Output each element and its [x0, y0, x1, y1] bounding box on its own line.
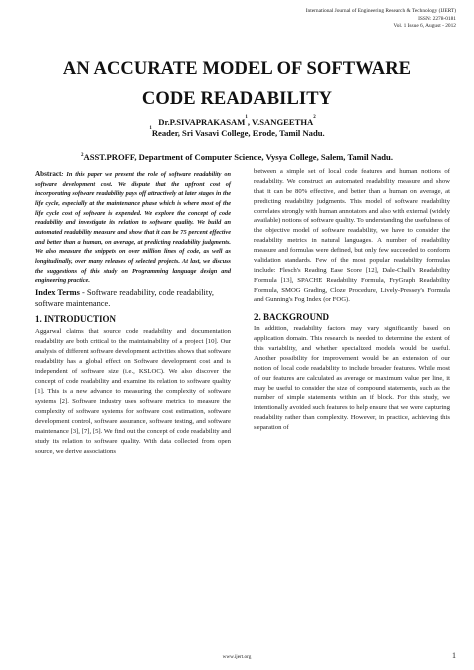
abstract	[35, 170, 231, 286]
author-2-sup: 2	[313, 115, 316, 120]
affiliation-2	[0, 152, 474, 162]
author-1: Dr.P.SIVAPRAKASAM	[158, 117, 246, 127]
paper-title-line-1: AN ACCURATE MODEL OF SOFTWARE	[62, 59, 412, 79]
author-1-sup: 1	[245, 115, 248, 120]
page-number: 1	[452, 651, 456, 660]
introduction-continued-text: between a simple set of local code features and human notions of readability. We construct an automated readability measure and show that it can be 80% effective, and better than a human on average, at predicting readability judgments. This model of software readability correlates strongly with human annotators and also with external (widely available) notions of software quality. To understanding the usefulness of the objective model of software readability, we have to consider the readability metrics in natural languages. A number of readability measure and formulas were defined, but only few succeeded to conform validation standards. Few of the most popular readability formulas include: Flesch's Reading Ease Score [12], Dale-Chall's Readability Formula [13], SPACHE Readability Formula, FryGraph Readability Formula, SMOG Grading, Cloze Procedure, Lively-Pressey's Formula and Gunning's Fog Index (or FOG).	[254, 168, 450, 304]
abstract-text: : In this paper we present the role of software readability on software development cost. We dispute that the upfront cost of incorporating software readability pays off attractively at later stages in the life cycle, especially at the maintenance phase which is where most of the life cycle cost of software is expended. We explore the concept of code readability and investigate its relation to software quality. We build an automated readability measure and show that it can be 75 percent effective and better than a human, on average, at predicting readability judgments. We also measure the snippets on over million lines of code, as well as longitudinally, over many releases of selected projects. At last, we discuss the suggestions of this study on Programming language design and engineering practice.	[35, 171, 231, 285]
right-column	[254, 167, 450, 433]
affiliation-1-sup: 1	[149, 126, 152, 131]
affiliation-2-sup: 2	[81, 153, 84, 159]
background-heading: 2. BACKGROUND	[254, 312, 330, 323]
left-column	[35, 170, 231, 457]
introduction-text: Aggarwal claims that source code readability and documentation readability are both critical to the maintainability of a project [10]. Our analysis of different software development activities shows that software readability has a global effect on Software development cost and is independent of software size (i.e., KSLOC). We also discover the concept of code readability and examine its relation to software quality [1]. This is a new advance to measuring the complexity of software systems [2]. Software industry uses software metrics to measure the complexity of software systems for software cost estimation, software development control, software assurance, software testing, and software maintenance [3], [7], [5]. We find out the concept of code readability and study its relation to software quality. With data collected from open source, we derive associations	[35, 327, 231, 456]
background-text: In addition, readability factors may vary significantly based on application domain. This research is needed to determine the extent of this variability, and whether specialized models would be useful. Another possibility for improvement would be an extension of our notion of local code readability to include broader features. While most of our features are calculated as average or maximum value per line, it may be useful to consider the size of compound statements, such as the number of simple statements within an if block. For this study, we intentionally avoided such features to help ensure that we were capturing readability rather than complexity. However, in practice, achieving this separation of	[254, 325, 450, 431]
introduction-heading: 1. INTRODUCTION	[35, 313, 117, 324]
affiliation-2-text: ASST.PROFF, Department of Computer Science, Vysya College, Salem, Tamil Nadu.	[83, 152, 393, 162]
affiliation-1	[0, 128, 474, 139]
abstract-label: Abstract	[35, 170, 62, 178]
journal-issn: ISSN: 2278-0181	[418, 15, 456, 22]
paper-title-line-2: CODE READABILITY	[141, 89, 333, 109]
journal-header	[306, 8, 456, 31]
affiliation-1-text: Reader, Sri Vasavi College, Erode, Tamil Nadu.	[151, 128, 325, 138]
index-terms	[35, 287, 231, 309]
index-terms-text: - Software readability, code readability, software maintenance.	[35, 287, 214, 308]
journal-volume: Vol. 1 Issue 6, August - 2012	[393, 23, 456, 30]
author-block	[0, 117, 474, 139]
author-2: , V.SANGEETHA	[247, 117, 314, 127]
index-terms-label: Index Terms	[35, 287, 80, 297]
author-names	[0, 117, 474, 128]
footer-url[interactable]: www.ijert.org	[222, 654, 252, 660]
journal-name: International Journal of Engineering Research & Technology (IJERT)	[305, 8, 456, 14]
